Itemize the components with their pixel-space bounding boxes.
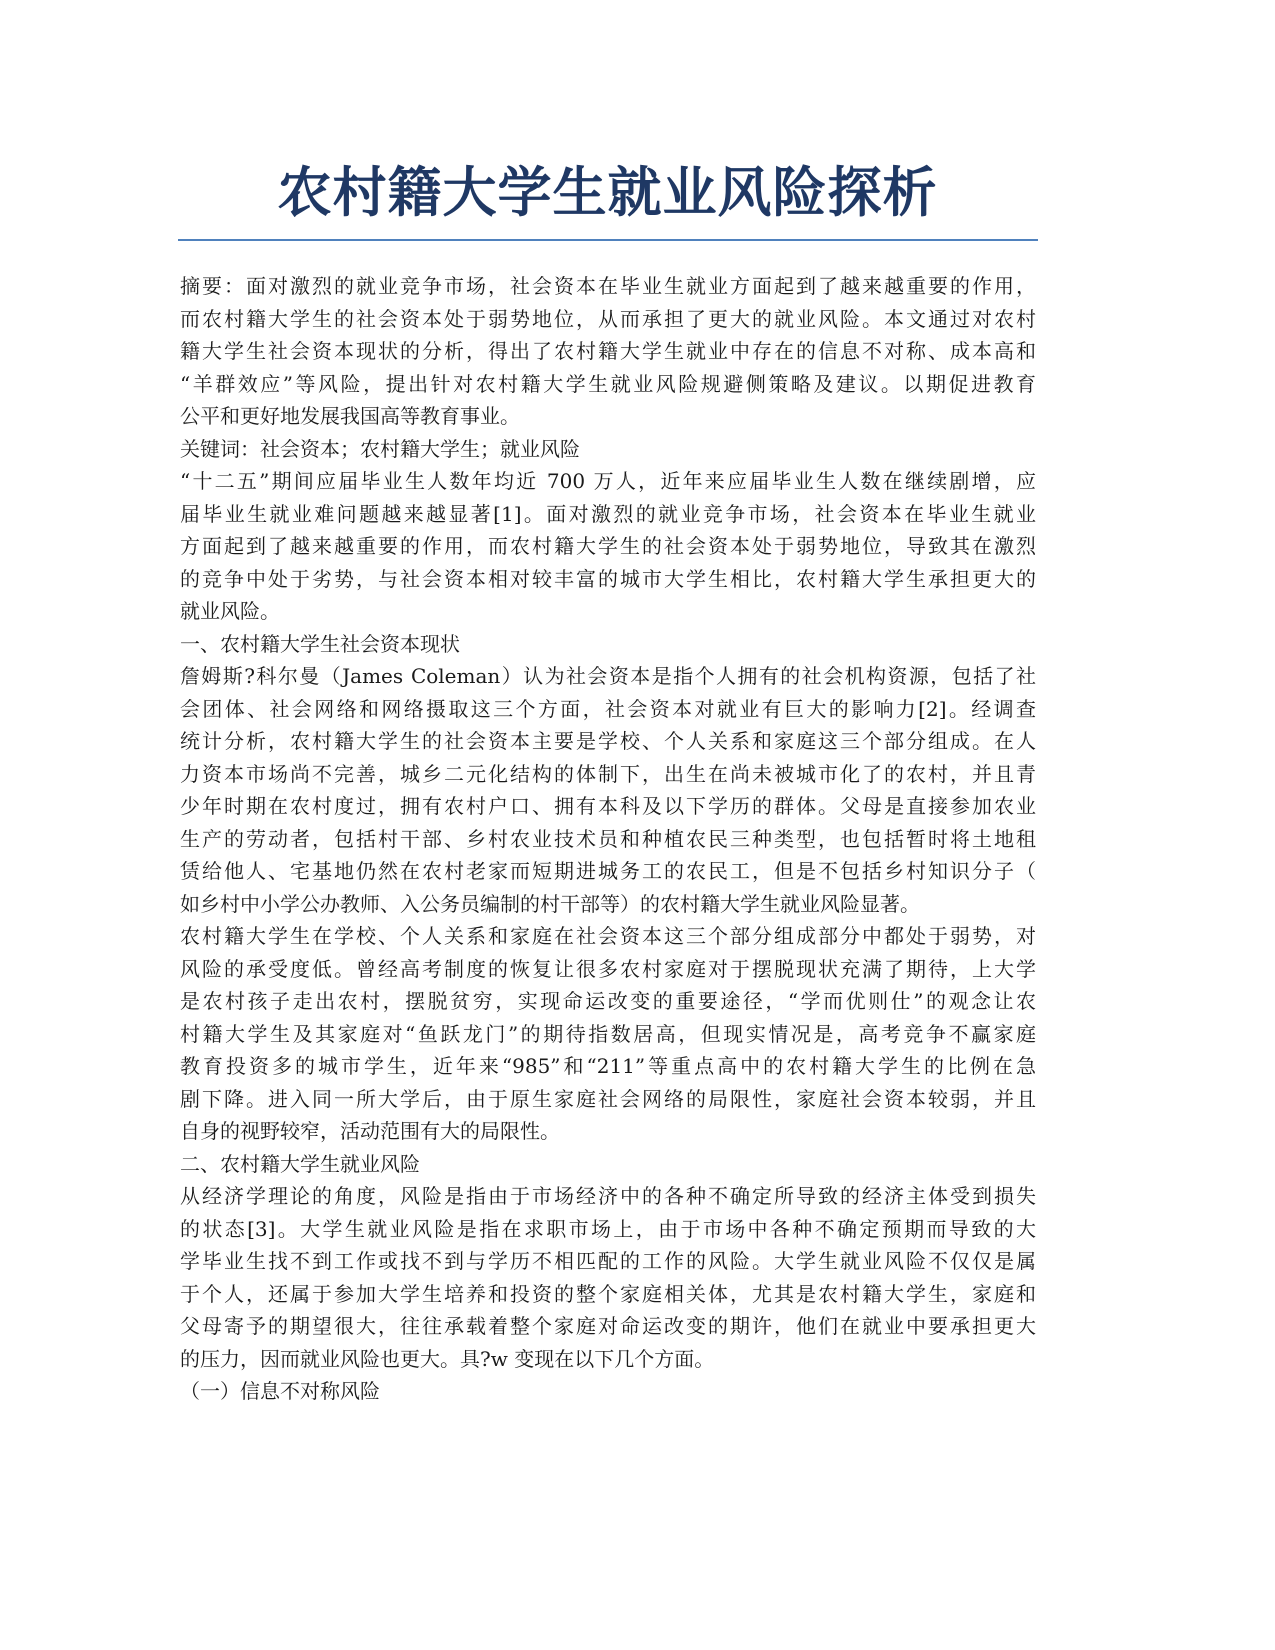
document-body: [180, 270, 1036, 1408]
heading-text: 一、农村籍大学生社会资本现状: [180, 631, 460, 656]
paragraph-line: 就业风险。: [180, 599, 280, 623]
paragraph-line: 届毕业生就业难问题越来越显著[1]。面对激烈的就业竞争市场，社会资本在毕业生就业: [180, 501, 1036, 526]
paragraph-line: 是农村孩子走出农村，摆脱贫穷，实现命运改变的重要途径，“学而优则仕”的观念让农: [180, 989, 1036, 1013]
paragraph-line: 的竞争中处于劣势，与社会资本相对较丰富的城市大学生相比，农村籍大学生承担更大的: [180, 566, 1036, 591]
keywords: [180, 433, 1036, 466]
paragraph-line: 农村籍大学生在学校、个人关系和家庭在社会资本这三个部分组成部分中都处于弱势，对: [180, 924, 1036, 948]
subsection-1-heading: [180, 1375, 1036, 1408]
section-1-paragraph-1: [180, 660, 1036, 920]
section-1-heading: [180, 628, 1036, 661]
abstract: [180, 270, 1036, 433]
paragraph-line: 詹姆斯?科尔曼（James Coleman）认为社会资本是指个人拥有的社会机构资源，包括了社: [180, 664, 1036, 688]
paragraph-line: 如乡村中小学公办教师、入公务员编制的村干部等）的农村籍大学生就业风险显著。: [180, 891, 920, 916]
heading-text: 二、农村籍大学生就业风险: [180, 1151, 420, 1176]
paragraph-line: 关键词：社会资本；农村籍大学生；就业风险: [180, 436, 580, 461]
paragraph-line: 风险的承受度低。曾经高考制度的恢复让很多农村家庭对于摆脱现状充满了期待，上大学: [180, 956, 1036, 981]
paragraph-line: 父母寄予的期望很大，往往承载着整个家庭对命运改变的期许，他们在就业中要承担更大: [180, 1314, 1036, 1338]
paragraph-line: 赁给他人、宅基地仍然在农村老家而短期进城务工的农民工，但是不包括乡村知识分子（: [180, 859, 1036, 883]
paragraph-line: 方面起到了越来越重要的作用，而农村籍大学生的社会资本处于弱势地位，导致其在激烈: [180, 534, 1036, 558]
paragraph-line: 籍大学生社会资本现状的分析，得出了农村籍大学生就业中存在的信息不对称、成本高和: [180, 339, 1036, 363]
paragraph-line: 会团体、社会网络和网络摄取这三个方面，社会资本对就业有巨大的影响力[2]。经调查: [180, 696, 1036, 721]
heading-text: （一）信息不对称风险: [180, 1379, 380, 1403]
paragraph-line: “羊群效应”等风险，提出针对农村籍大学生就业风险规避侧策略及建议。以期促进教育: [180, 371, 1036, 396]
document-title: 农村籍大学生就业风险探析: [277, 161, 938, 224]
paragraph-line: 生产的劳动者，包括村干部、乡村农业技术员和种植农民三种类型，也包括暂时将土地租: [180, 826, 1036, 851]
paragraph-line: 公平和更好地发展我国高等教育事业。: [180, 404, 520, 428]
section-1-paragraph-2: [180, 920, 1036, 1148]
paragraph-line: 于个人，还属于参加大学生培养和投资的整个家庭相关体，尤其是农村籍大学生，家庭和: [180, 1281, 1036, 1306]
paragraph-line: 统计分析，农村籍大学生的社会资本主要是学校、个人关系和家庭这三个部分组成。在人: [180, 729, 1036, 753]
paragraph-line: 学毕业生找不到工作或找不到与学历不相匹配的工作的风险。大学生就业风险不仅仅是属: [180, 1249, 1036, 1273]
section-2-paragraph-1: [180, 1180, 1036, 1375]
paragraph-line: “十二五”期间应届毕业生人数年均近 700 万人，近年来应届毕业生人数在继续剧增，应: [180, 469, 1036, 493]
paragraph-line: 力资本市场尚不完善，城乡二元化结构的体制下，出生在尚未被城市化了的农村，并且青: [180, 761, 1036, 786]
paragraph-line: 的压力，因而就业风险也更大。具?w 变现在以下几个方面。: [180, 1346, 715, 1371]
paragraph-line: 而农村籍大学生的社会资本处于弱势地位，从而承担了更大的就业风险。本文通过对农村: [180, 306, 1036, 331]
paragraph-line: 村籍大学生及其家庭对“鱼跃龙门”的期待指数居高，但现实情况是，高考竞争不赢家庭: [180, 1021, 1036, 1046]
paragraph-line: 教育投资多的城市学生，近年来“985”和“211”等重点高中的农村籍大学生的比例在急: [180, 1054, 1036, 1078]
paragraph-line: 自身的视野较窄，活动范围有大的局限性。: [180, 1119, 560, 1143]
section-2-heading: [180, 1148, 1036, 1181]
paragraph-line: 剧下降。进入同一所大学后，由于原生家庭社会网络的局限性，家庭社会资本较弱，并且: [180, 1086, 1036, 1111]
title-divider: [178, 239, 1038, 241]
paragraph-line: 的状态[3]。大学生就业风险是指在求职市场上，由于市场中各种不确定预期而导致的大: [180, 1216, 1036, 1241]
paragraph-line: 摘要：面对激烈的就业竞争市场，社会资本在毕业生就业方面起到了越来越重要的作用，: [180, 274, 1036, 298]
paragraph-line: 少年时期在农村度过，拥有农村户口、拥有本科及以下学历的群体。父母是直接参加农业: [180, 794, 1036, 818]
paragraph-line: 从经济学理论的角度，风险是指由于市场经济中的各种不确定所导致的经济主体受到损失: [180, 1184, 1036, 1208]
introduction: [180, 465, 1036, 628]
